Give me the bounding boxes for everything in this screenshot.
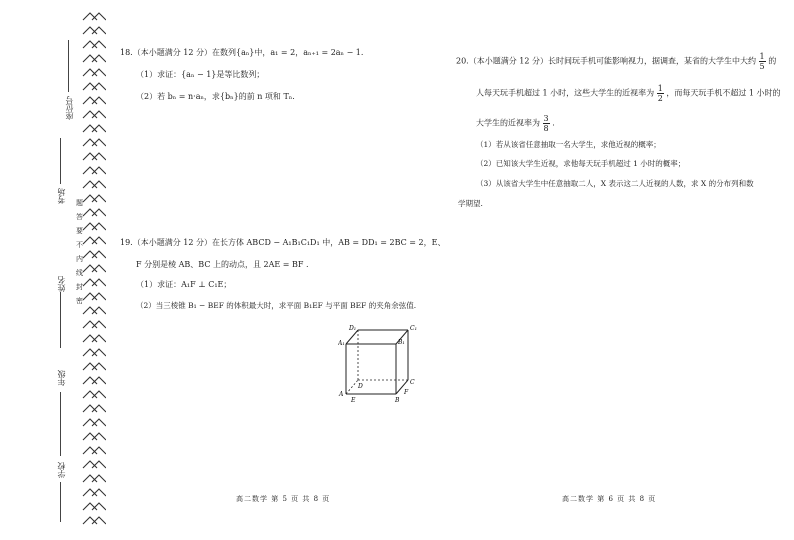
grade-line bbox=[60, 392, 61, 456]
q19-part1: （1）求证：A₁F ⊥ C₁E； bbox=[136, 280, 232, 289]
q20-stem-a-end: 的 bbox=[768, 56, 777, 66]
label-c1: C₁ bbox=[410, 325, 417, 332]
q18-stem: 18.（本小题满分 12 分）在数列{aₙ}中，a₁ = 2，aₙ₊₁ = 2aₙ − 1. bbox=[120, 48, 364, 57]
fraction-numerator: 3 bbox=[543, 114, 549, 123]
fraction-denominator: 8 bbox=[543, 124, 549, 133]
q19-stem: 19.（本小题满分 12 分）在长方体 ABCD − A₁B₁C₁D₁ 中，AB = DD₁ = 2BC = 2，E、 bbox=[120, 238, 446, 247]
grade-label: 年级 bbox=[57, 370, 66, 386]
edge-a1d1 bbox=[346, 330, 358, 344]
seat-number-label: 座位号 bbox=[65, 96, 74, 120]
q20-part3-continued: 学期望. bbox=[458, 199, 483, 208]
label-a1: A₁ bbox=[338, 340, 345, 347]
seal-char: 线 bbox=[76, 269, 83, 277]
fraction-numerator: 1 bbox=[657, 84, 663, 93]
label-d1: D₁ bbox=[349, 325, 357, 332]
fraction-one-fifth bbox=[759, 52, 766, 71]
label-a: A bbox=[339, 391, 344, 398]
right-page-footer: 高二数学 第 6 页 共 8 页 bbox=[562, 495, 657, 503]
q20-part1: （1）若从该省任意抽取一名大学生，求他近视的概率； bbox=[476, 140, 661, 149]
edge-ad-hidden bbox=[346, 380, 358, 394]
fraction-numerator: 1 bbox=[759, 52, 765, 61]
label-d: D bbox=[358, 383, 363, 390]
q20-line1 bbox=[456, 52, 776, 71]
fraction-one-half bbox=[657, 84, 664, 103]
q19-part2: （2）当三棱锥 B₁ − BEF 的体积最大时，求平面 B₁EF 与平面 BEF 的夹角余弦值. bbox=[136, 301, 417, 310]
seal-char: 要 bbox=[76, 227, 83, 235]
school-label: 学校 bbox=[57, 462, 66, 478]
name-line bbox=[60, 292, 61, 348]
school-line bbox=[60, 482, 61, 522]
seal-char: 答 bbox=[76, 213, 83, 221]
q20-stem-c-end: . bbox=[552, 118, 555, 128]
seal-char: 内 bbox=[76, 255, 83, 263]
binding-margin bbox=[0, 0, 112, 540]
q20-line3 bbox=[476, 114, 555, 133]
q20-part3: （3）从该省大学生中任意抽取二人，X 表示这二人近视的人数，求 X 的分布列和数 bbox=[476, 179, 754, 188]
cuboid-figure bbox=[338, 322, 422, 404]
label-e: E bbox=[351, 397, 356, 404]
seat-number-line bbox=[68, 40, 69, 92]
fraction-denominator: 5 bbox=[759, 62, 765, 71]
label-c: C bbox=[410, 379, 415, 386]
seal-border-chevrons bbox=[82, 0, 106, 540]
q20-stem-b-end: ，而每天玩手机不超过 1 小时的 bbox=[666, 88, 781, 98]
q20-part2: （2）已知该大学生近视，求他每天玩手机超过 1 小时的概率； bbox=[476, 159, 686, 168]
label-f: F bbox=[404, 389, 409, 396]
seal-char: 题 bbox=[76, 199, 83, 207]
fraction-denominator: 2 bbox=[657, 94, 663, 103]
q20-line2 bbox=[476, 84, 781, 103]
name-label: 姓名 bbox=[57, 276, 66, 292]
seal-char: 不 bbox=[76, 241, 83, 249]
left-page-footer: 高二数学 第 5 页 共 8 页 bbox=[236, 495, 331, 503]
seal-char: 封 bbox=[76, 283, 83, 291]
exam-room-line bbox=[60, 138, 61, 184]
q20-stem-c: 大学生的近视率为 bbox=[476, 118, 540, 128]
seal-char: 密 bbox=[76, 297, 83, 305]
q20-stem-a: 20.（本小题满分 12 分）长时间玩手机可能影响视力，据调查，某省的大学生中大约 bbox=[456, 56, 756, 66]
label-b: B bbox=[395, 397, 400, 404]
label-b1: B₁ bbox=[398, 339, 405, 346]
exam-room-label: 考场 bbox=[57, 188, 66, 204]
q18-part1: （1）求证：{aₙ − 1}是等比数列； bbox=[136, 70, 265, 79]
fraction-three-eighths bbox=[543, 114, 550, 133]
q18-part2: （2）若 bₙ = n·aₙ，求{bₙ}的前 n 项和 Tₙ. bbox=[136, 92, 295, 101]
q20-stem-b: 人每天玩手机超过 1 小时，这些大学生的近视率为 bbox=[476, 88, 655, 98]
q19-stem-continued: F 分别是棱 AB、BC 上的动点，且 2AE = BF . bbox=[136, 260, 309, 269]
